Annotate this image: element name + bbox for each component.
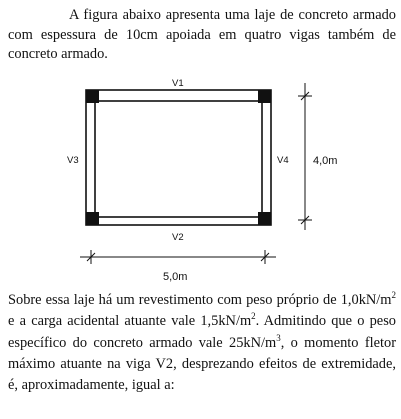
beam-label-v3: V3: [67, 155, 79, 166]
question-paragraph: [8, 290, 396, 396]
exponent-2: 2: [251, 311, 256, 322]
vertical-dimension-label: 4,0m: [313, 155, 338, 167]
slab-outer-outline: [86, 90, 271, 225]
question-text-4: , o momento fletor máximo atuante na viga V2, desprezando efeitos de extremidade, é, aproximadamente, igual a:: [8, 334, 396, 394]
column-top-left: [86, 90, 99, 103]
vertical-dimension: [298, 83, 312, 230]
horizontal-dimension: [80, 250, 276, 264]
intro-paragraph: A figura abaixo apresenta uma laje de concreto armado com espessura de 10cm apoiada em quatro vigas também de concreto armado.: [8, 7, 396, 63]
column-top-right: [258, 90, 271, 103]
column-bottom-right: [258, 212, 271, 225]
beam-label-v1: V1: [172, 78, 184, 89]
question-text-2: e a carga acidental atuante vale 1,5kN/m: [8, 313, 252, 330]
column-bottom-left: [86, 212, 99, 225]
slab-inner-outline: [95, 101, 262, 217]
exponent-3: 3: [276, 332, 281, 343]
question-text-1: Sobre essa laje há um revestimento com peso próprio de 1,0kN/m: [8, 292, 392, 308]
horizontal-dimension-label: 5,0m: [163, 271, 188, 283]
beam-label-v4: V4: [277, 155, 289, 166]
beam-label-v2: V2: [172, 232, 184, 243]
question-text-3: . Admitindo que o peso específico do concreto armado vale 25kN/m: [8, 313, 396, 351]
exponent-1: 2: [391, 290, 396, 300]
